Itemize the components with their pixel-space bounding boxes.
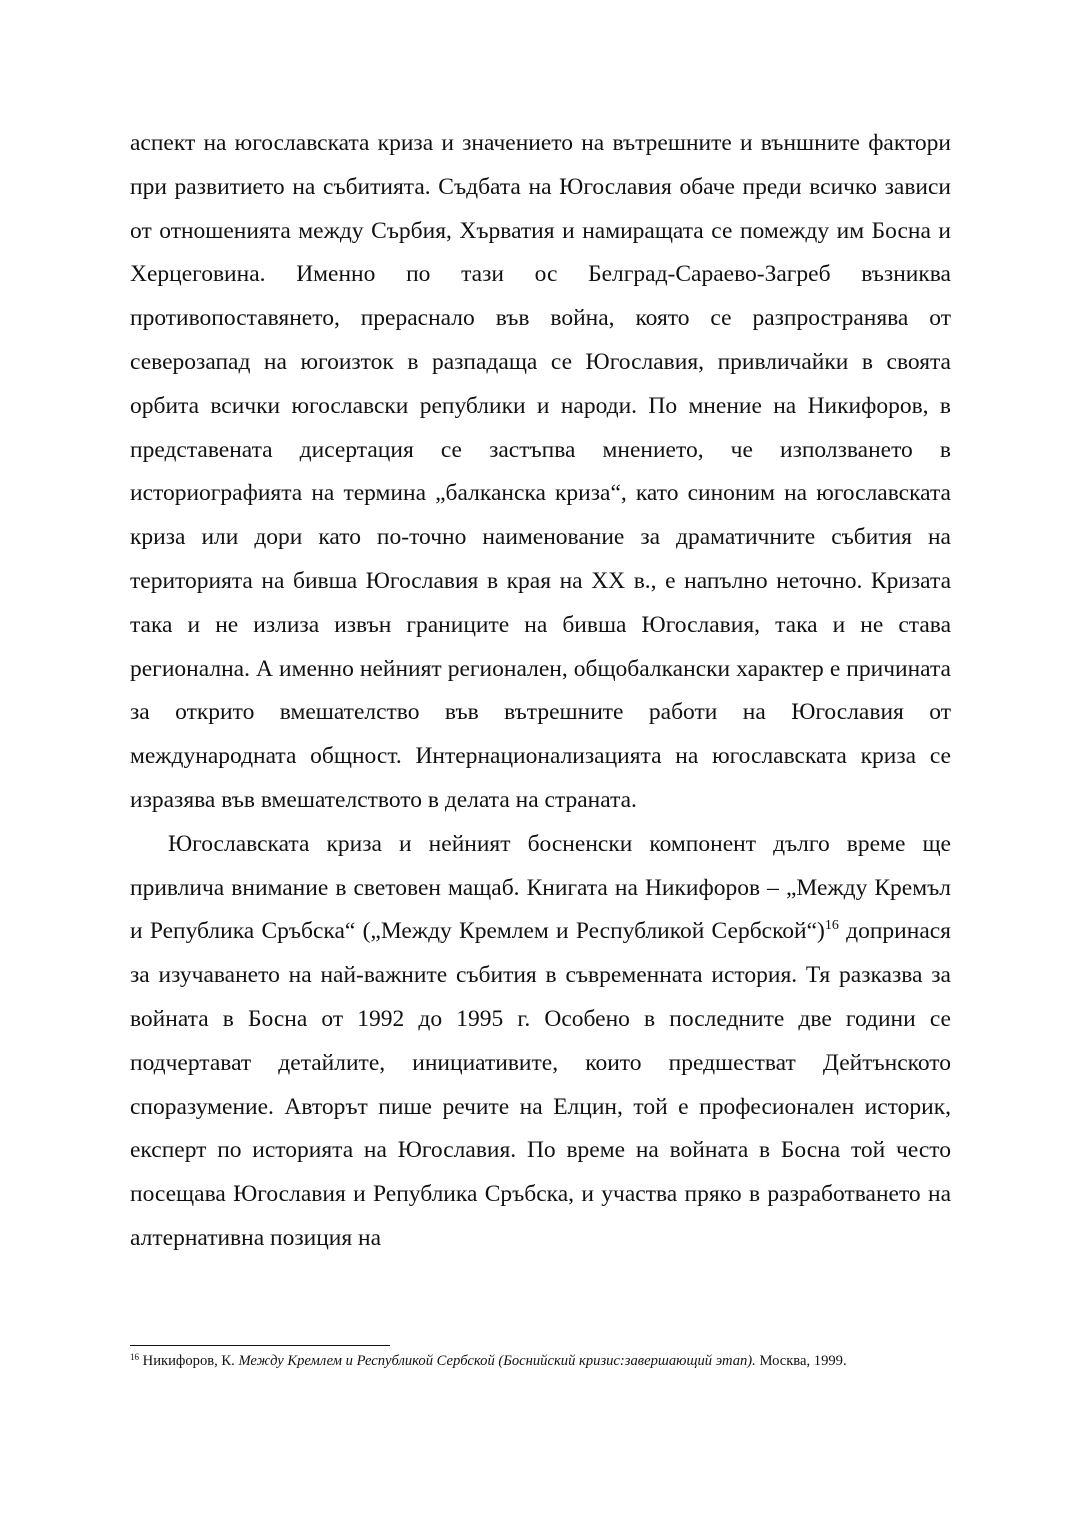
footnote-separator: [130, 1345, 390, 1346]
paragraph-2: [130, 823, 951, 1261]
footnote-16: [130, 1352, 951, 1370]
footnote-number: 16: [130, 1352, 139, 1362]
body-text: [130, 122, 951, 1261]
footnote-title: Между Кремлем и Республикой Сербской (Боснийский кризис:завершающий этап).: [238, 1353, 756, 1369]
footnote: [130, 1352, 951, 1370]
paragraph-1: аспект на югославската криза и значението на вътрешните и външните фактори при развитието на събитията. Съдбата на Югославия обаче преди всичко зависи от отношенията между Сърбия, Хърватия и намиращата се помежду им Босна и Херцеговина. Именно по тази ос Белград-Сараево-Загреб възниква противопоставянето, прераснало във война, която се разпространява от северозапад на югоизток в разпадаща се Югославия, привличайки в своята орбита всички югославски републики и народи. По мнение на Никифоров, в представената дисертация се застъпва мнението, че използването в историографията на термина „балканска криза“, като синоним на югославската криза или дори като по-точно наименование за драматичните събития на територията на бивша Югославия в края на XX в., е напълно неточно. Кризата така и не излиза извън границите на бивша Югославия, така и не става регионална. А именно нейният регионален, общобалкански характер е причината за открито вмешателство във вътрешните работи на Югославия от международната общност. Интернационализацията на югославската криза се изразява във вмешателството в делата на страната.: [130, 130, 951, 813]
footnote-reference[interactable]: 16: [824, 918, 839, 934]
paragraph-2-text-end: допринася за изучаването на най-важните събития в съвременната история. Тя разказва за войната в Босна от 1992 до 1995 г. Особено в последните две години се подчертават детайлите, инициативите, които предшестват Дейтънското споразумение. Авторът пише речите на Елцин, той е професионален историк, експерт по историята на Югославия. По време на войната в Босна той често посещава Югославия и Република Сръбска, и участва пряко в разработването на алтернативна позиция на: [130, 918, 951, 1251]
footnote-imprint: Москва, 1999.: [755, 1353, 847, 1369]
paragraph-2-text-start: Югославската криза и нейният босненски компонент дълго време ще привлича внимание в световен мащаб. Книгата на Никифоров – „Между Кремъл и Република Сръбска“ („Между Кремлем и Республикой Сербской“): [130, 830, 951, 945]
footnote-author: Никифоров, К.: [139, 1353, 239, 1369]
